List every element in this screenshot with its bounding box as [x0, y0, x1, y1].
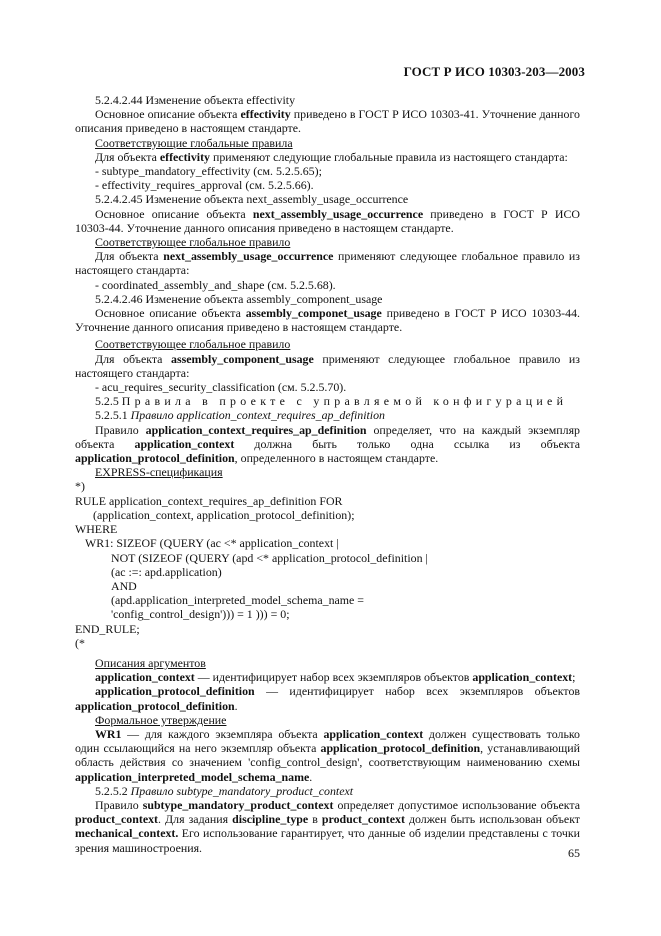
argument-description: application_context — идентифицирует набор всех экземпляров объектов application_context;	[95, 670, 576, 685]
subheading: Соответствующее глобальное правило	[95, 235, 291, 250]
section-heading: 5.2.4.2.46 Изменение объекта assembly_component_usage	[95, 291, 383, 306]
code-line: NOT (SIZEOF (QUERY (apd <* application_protocol_definition |	[111, 550, 428, 565]
paragraph: Правило subtype_mandatory_product_context определяет допустимое использование объекта product_context. Для задания discipline_type в product_context должен быть использован объект mechanical_context. Его использование гарантирует, что данные об изделии представлены с точки зрения машиностроения.	[75, 797, 581, 855]
list-item: - subtype_mandatory_effectivity (см. 5.2.5.65);	[95, 164, 322, 179]
code-line: WHERE	[75, 522, 118, 537]
page-body	[75, 93, 580, 855]
paragraph: Основное описание объекта assembly_componet_usage приведено в ГОСТ Р ИСО 10303-44. Уточнение данного описания приведено в настоящем стандарте.	[75, 306, 580, 335]
code-line: *)	[75, 479, 85, 494]
paragraph: Основное описание объекта next_assembly_usage_occurrence приведено в ГОСТ Р ИСО 10303-44. Уточнение данного описания приведено в настоящем стандарте.	[75, 206, 580, 235]
section-heading: 5.2.5 Правила в проекте с управляемой конфигурацией	[95, 394, 568, 409]
code-line: WR1: SIZEOF (QUERY (ac <* application_context |	[85, 536, 339, 551]
formal-statement: WR1 — для каждого экземпляра объекта application_context должен существовать только один ссылающийся на него экземпляр объекта application_protocol_definition, устанавливающий область действия со значением 'config_control_design', соответствующим наименованию схемы application_interpreted_model_schema_name.	[75, 726, 581, 784]
code-line: AND	[111, 578, 137, 593]
code-line: (application_context, application_protocol_definition);	[93, 507, 355, 522]
paragraph: Для объекта assembly_component_usage применяют следующее глобальное правило из настоящего стандарта:	[75, 351, 580, 380]
section-heading: 5.2.4.2.44 Изменение объекта effectivity	[95, 93, 296, 107]
list-item: - coordinated_assembly_and_shape (см. 5.2.5.68).	[95, 277, 336, 292]
argument-description: application_protocol_definition — идентифицирует набор всех экземпляров объектов application_protocol_definition.	[75, 684, 580, 713]
subheading: Соответствующее глобальное правило	[95, 337, 291, 352]
subheading: Формальное утверждение	[95, 712, 227, 727]
paragraph: Основное описание объекта effectivity приведено в ГОСТ Р ИСО 10303-41. Уточнение данного описания приведено в настоящем стандарте.	[75, 107, 580, 136]
code-line: (apd.application_interpreted_model_schema_name =	[111, 593, 365, 608]
paragraph: Для объекта effectivity применяют следующие глобальные правила из настоящего стандарта:	[95, 149, 568, 164]
code-line: 'config_control_design'))) = 1 ))) = 0;	[111, 607, 290, 622]
document-header: ГОСТ Р ИСО 10303-203—2003	[403, 64, 585, 79]
subheading: Описания аргументов	[95, 655, 206, 670]
subheading: Соответствующие глобальные правила	[95, 135, 293, 150]
code-line: (ac :=: apd.application)	[111, 564, 222, 579]
subheading: EXPRESS-спецификация	[95, 465, 223, 480]
paragraph: Правило application_context_requires_ap_definition определяет, что на каждый экземпляр объекта application_context должна быть только одна ссылка из объекта application_protocol_definition, определенного в настоящем стандарте.	[75, 422, 581, 466]
paragraph: Для объекта next_assembly_usage_occurrence применяют следующее глобальное правило из настоящего стандарта:	[75, 249, 580, 278]
code-line: RULE application_context_requires_ap_definition FOR	[75, 493, 343, 508]
list-item: - acu_requires_security_classification (см. 5.2.5.70).	[95, 380, 347, 395]
section-heading: 5.2.5.2 Правило subtype_mandatory_product_context	[95, 783, 354, 798]
code-line: (*	[75, 635, 85, 650]
page-number: 65	[568, 846, 580, 860]
section-heading: 5.2.4.2.45 Изменение объекта next_assembly_usage_occurrence	[95, 192, 409, 207]
list-item: - effectivity_requires_approval (см. 5.2.5.66).	[95, 178, 314, 193]
express-code-block	[75, 479, 580, 649]
section-heading: 5.2.5.1 Правило application_context_requires_ap_definition	[95, 408, 385, 423]
code-line: END_RULE;	[75, 621, 140, 636]
